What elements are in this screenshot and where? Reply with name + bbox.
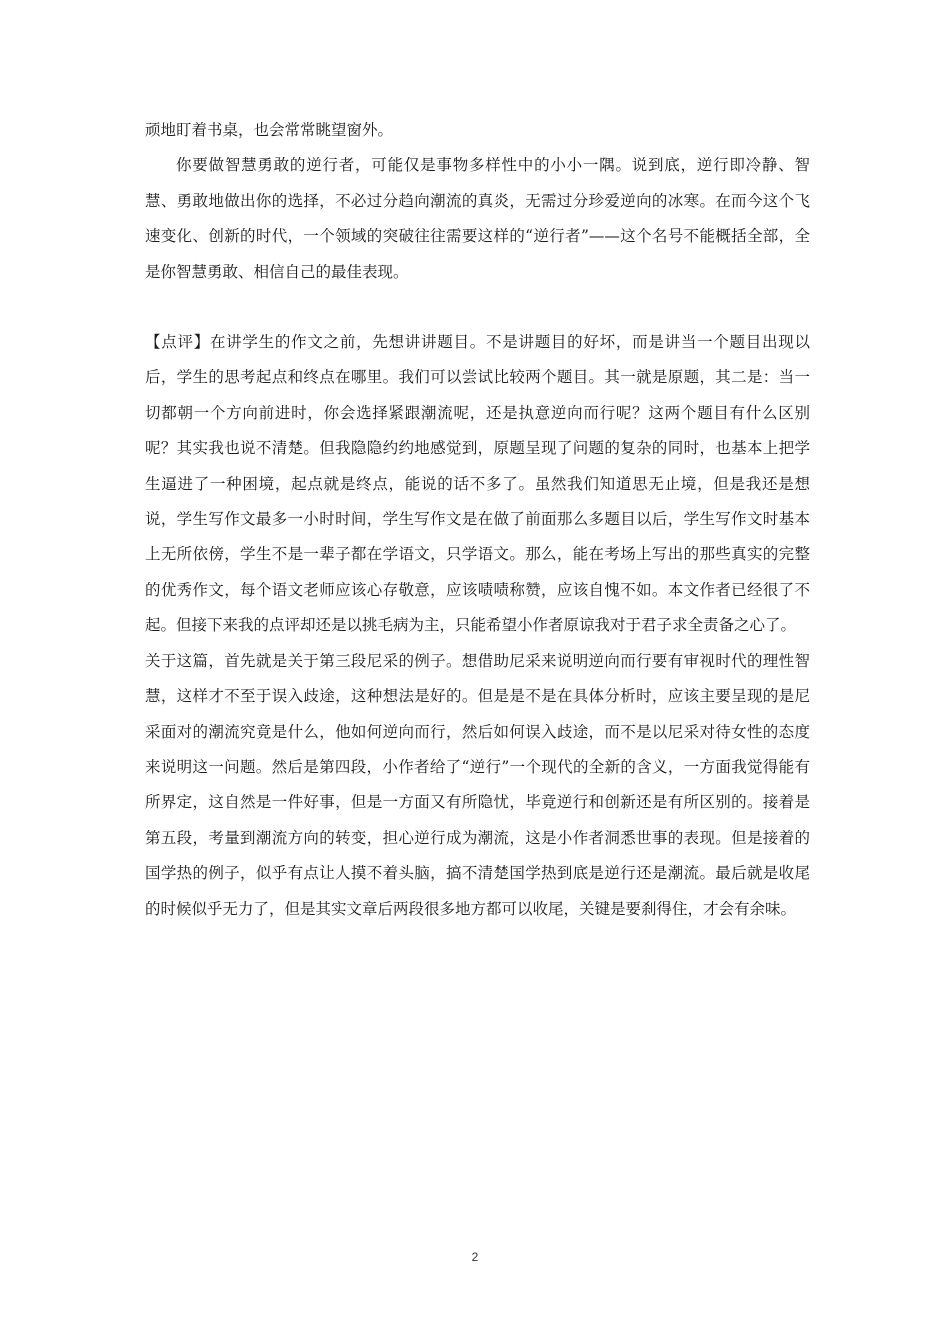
paragraph-spacer <box>145 290 810 325</box>
commentary-paragraph-2: 关于这篇，首先就是关于第三段尼采的例子。想借助尼采来说明逆向而行要有审视时代的理性智慧，这样才不至于误入歧途，这种想法是好的。但是是不是在具体分析时，应该主要呈现的是尼采面对的潮流究竟是什么，他如何逆向而行，然后如何误入歧途，而不是以尼采对待女性的态度来说明这一问题。然后是第四段，小作者给了“逆行”一个现代的全新的含义，一方面我觉得能有所界定，这自然是一件好事，但是一方面又有所隐忧，毕竟逆行和创新还是有所区别的。接着是第五段，考量到潮流方向的转变，担心逆行成为潮流，这是小作者洞悉世事的表现。但是接着的国学热的例子，似乎有点让人摸不着头脑，搞不清楚国学热到底是逆行还是潮流。最后就是收尾的时候似乎无力了，但是其实文章后两段很多地方都可以收尾，关键是要刹得住，才会有余味。 <box>145 651 810 918</box>
commentary-paragraph-1: 【点评】在讲学生的作文之前，先想讲讲题目。不是讲题目的好坏，而是讲当一个题目出现以后，学生的思考起点和终点在哪里。我们可以尝试比较两个题目。其一就是原题，其二是：当一切都朝一个方向前进时，你会选择紧跟潮流呢，还是执意逆向而行呢？这两个题目有什么区别呢？其实我也说不清楚。但我隐隐约约地感觉到，原题呈现了问题的复杂的同时，也基本上把学生逼进了一种困境，起点就是终点，能说的话不多了。虽然我们知道思无止境，但是我还是想说，学生写作文最多一小时时间，学生写作文是在做了前面那么多题目以后，学生写作文时基本上无所依傍，学生不是一辈子都在学语文，只学语文。那么，能在考场上写出的那些真实的完整的优秀作文，每个语文老师应该心存敬意，应该啧啧称赞，应该自愧不如。本文作者已经很了不起。但接下来我的点评却还是以挑毛病为主，只能希望小作者原谅我对于君子求全责备之心了。 <box>145 333 810 635</box>
page-number: 2 <box>471 1250 479 1264</box>
essay-closing-paragraph: 你要做智慧勇敢的逆行者，可能仅是事物多样性中的小小一隅。说到底，逆行即冷静、智慧、勇敢地做出你的选择，不必过分趋向潮流的真炎，无需过分珍爱逆向的冰寒。在而今这个飞速变化、创新的时代，一个领域的突破往往需要这样的“逆行者”——这个名号不能概括全部，全是你智慧勇敢、相信自己的最佳表现。 <box>145 156 810 281</box>
essay-continuation-line: 顽地盯着书桌，也会常常眺望窗外。 <box>145 121 394 139</box>
document-page <box>145 113 810 927</box>
